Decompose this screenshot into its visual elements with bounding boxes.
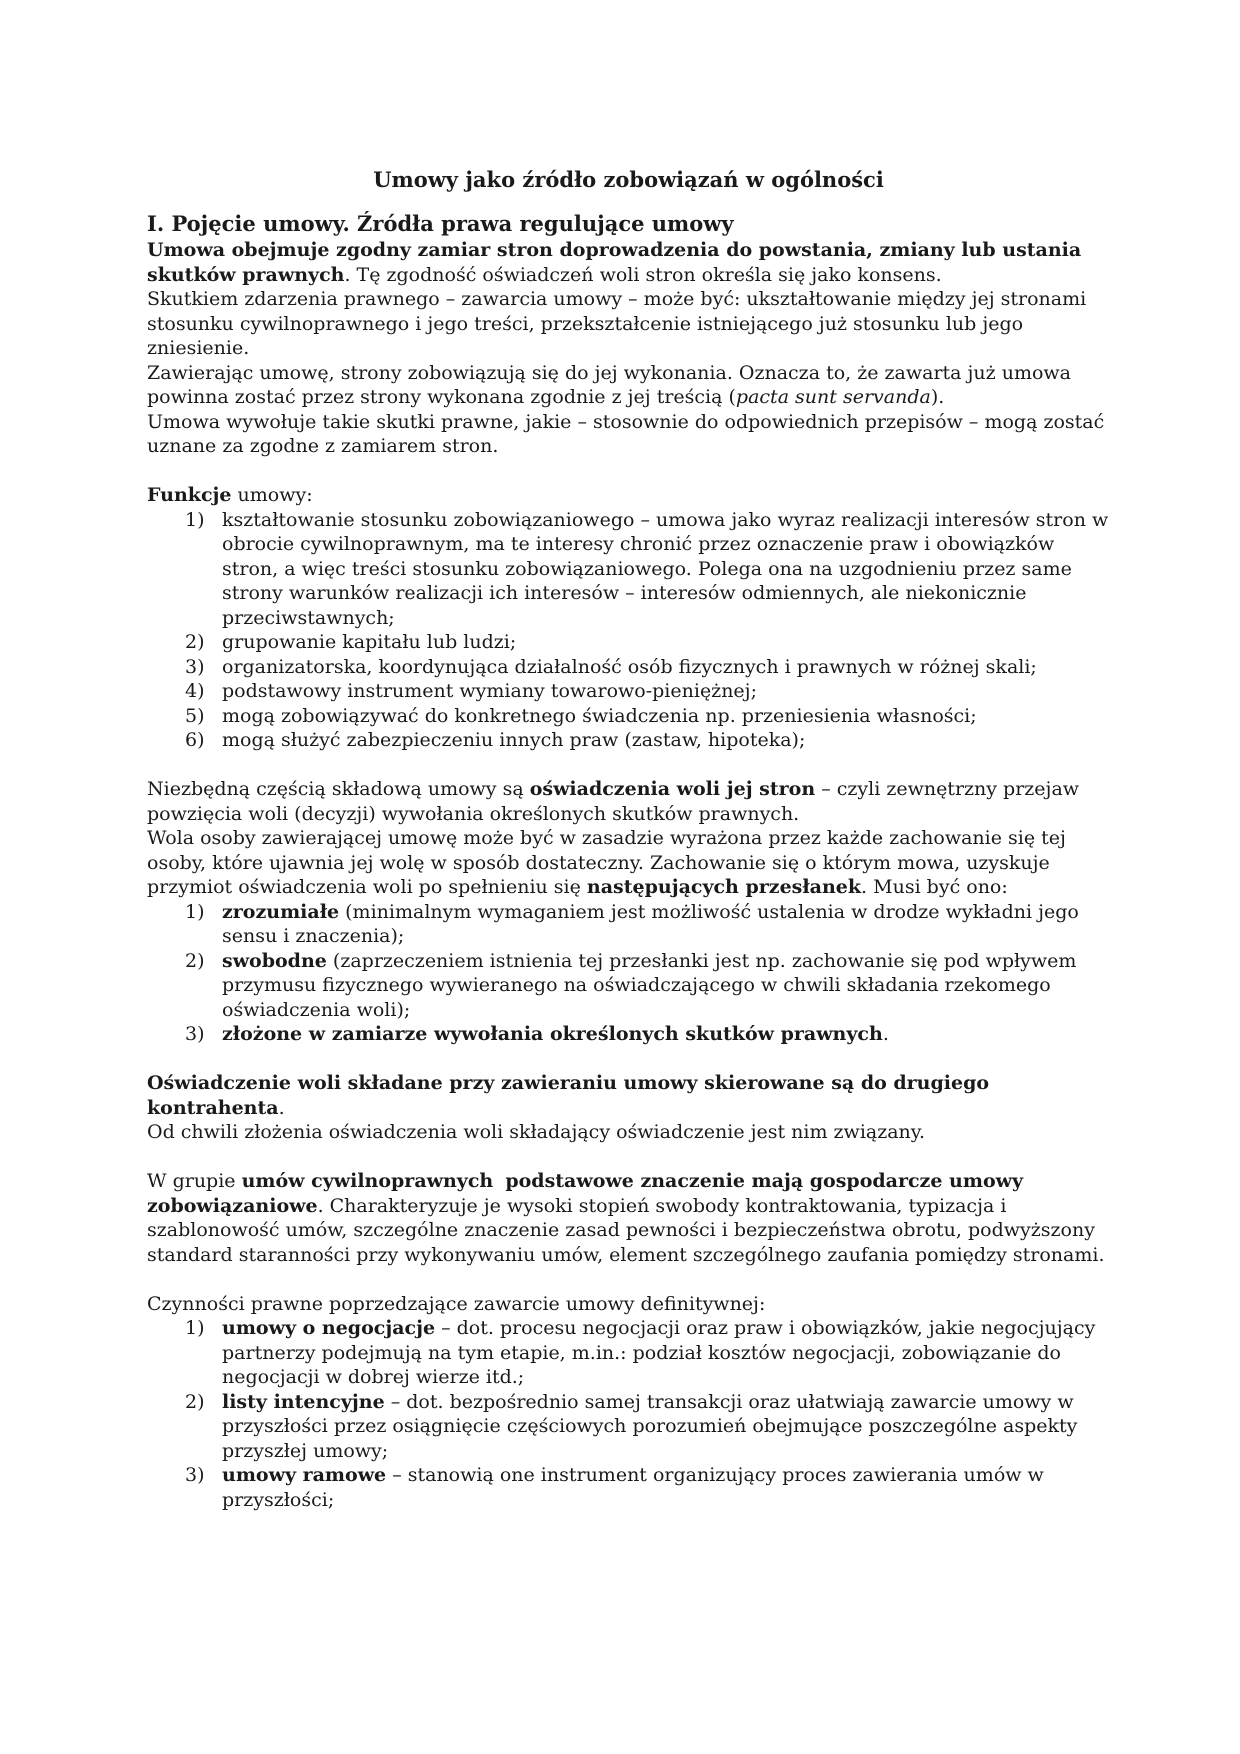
civil-text-b	[493, 1170, 505, 1192]
paragraph-will-conditions	[147, 826, 1110, 900]
list-item-text: .	[882, 1023, 889, 1045]
list-number: 4)	[185, 680, 205, 702]
list-item	[147, 1316, 1110, 1390]
preliminary-intro: Czynności prawne poprzedzające zawarcie umowy definitywnej:	[147, 1292, 766, 1315]
list-item-text: mogą służyć zabezpieczeniu innych praw (zastaw, hipoteka);	[222, 729, 806, 751]
list-item	[147, 900, 1110, 949]
list-item	[147, 949, 1110, 1023]
list-number: 2)	[185, 631, 205, 653]
list-number: 5)	[185, 704, 205, 727]
list-item-bold: swobodne	[222, 949, 327, 972]
list-item-text: – dot. bezpośrednio samej transakcji oraz ułatwiają zawarcie umowy w przyszłości przez osiągnięcie częściowych porozumień obejmujące poszczególne aspekty przyszłej umowy;	[222, 1390, 1078, 1462]
civil-bold-1: umów cywilnoprawnych	[241, 1170, 494, 1192]
document-title: Umowy jako źródło zobowiązań w ogólności	[373, 167, 884, 192]
list-item-text: – dot. procesu negocjacji oraz praw i obowiązków, jakie negocjujący partnerzy podejmują na tym etapie, m.in.: podział kosztów negocjacji, zobowiązanie do negocjacji w dobrej wierze itd.;	[222, 1317, 1096, 1388]
will-text-a: Niezbędną częścią składową umowy są	[147, 778, 530, 800]
list-item	[147, 728, 1110, 753]
spacer	[147, 1047, 1110, 1072]
paragraph-effects: Skutkiem zdarzenia prawnego – zawarcia umowy – może być: ukształtowanie między jej stronami stosunku cywilnoprawnego i jego treści, przekształcenie istniejącego już stosunku lub jego zniesienie.	[147, 288, 1087, 359]
list-item-bold: zrozumiałe	[222, 900, 340, 923]
list-item-text: podstawowy instrument wymiany towarowo-pieniężnej;	[222, 680, 757, 702]
list-item-text: (zaprzeczeniem istnienia tej przesłanki jest np. zachowanie się pod wpływem przymusu fizycznego wywieranego na oświadczającego w chwili składania rzekomego oświadczenia woli);	[222, 949, 1077, 1021]
list-item-text: grupowanie kapitału lub ludzi;	[222, 631, 517, 653]
list-item-bold: złożone w zamiarze wywołania określonych skutków prawnych	[222, 1023, 883, 1045]
paragraph-obligation	[147, 361, 1110, 410]
list-item	[147, 1022, 1110, 1047]
obligation-text-b: ).	[930, 386, 945, 408]
functions-label-bold: Funkcje	[147, 484, 232, 506]
conditions-text-b: . Musi być ono:	[861, 876, 1008, 898]
list-number: 1)	[185, 508, 205, 531]
list-item-bold: umowy ramowe	[222, 1464, 387, 1486]
list-item	[147, 1463, 1110, 1512]
conditions-bold: następujących przesłanek	[586, 876, 862, 898]
will-text-b: – czyli zewnętrzny przejaw powzięcia woli (decyzji) wywołania określonych skutków prawnych.	[147, 778, 1080, 825]
list-item-bold: listy intencyjne	[222, 1390, 385, 1413]
list-item-bold: umowy o negocjacje	[222, 1317, 436, 1339]
civil-text-c: . Charakteryzuje je wysoki stopień swobody kontraktowania, typizacja i szablonowość umów, szczególne znaczenie zasad pewności i bezpieczeństwa obrotu, podwyższony standard staranności przy wykonywaniu umów, element szczególnego zaufania pomiędzy stronami.	[147, 1194, 1105, 1266]
paragraph-binding: Od chwili złożenia oświadczenia woli składający oświadczenie jest nim związany.	[147, 1121, 926, 1143]
list-number: 1)	[185, 900, 205, 923]
functions-label	[147, 483, 1110, 508]
list-item-text: (minimalnym wymaganiem jest możliwość ustalenia w drodze wykładni jego sensu i znaczenia);	[222, 900, 1079, 947]
paragraph-definition	[147, 238, 1110, 287]
latin-phrase: pacta sunt servanda	[735, 386, 931, 408]
list-item	[147, 704, 1110, 729]
civil-bold-2: podstawowe znaczenie mają gospodarcze umowy zobowiązaniowe	[147, 1170, 1024, 1217]
list-item-text: kształtowanie stosunku zobowiązaniowego – umowa jako wyraz realizacji interesów stron w obrocie cywilnoprawnym, ma te interesy chronić przez oznaczenie praw i obowiązków stron, a więc treści stosunku zobowiązaniowego. Polega ona na uzgodnieniu przez same strony warunków realizacji ich interesów – interesów odmiennych, ale niekonicznie przeciwstawnych;	[222, 508, 1109, 629]
paragraph-declaration	[147, 1071, 1110, 1120]
functions-label-rest: umowy:	[231, 484, 313, 506]
list-item	[147, 655, 1110, 680]
list-number: 3)	[185, 1023, 205, 1045]
preliminary-list	[147, 1316, 1110, 1512]
obligation-text-a: Zawierając umowę, strony zobowiązują się do jej wykonania. Oznacza to, że zawarta już umowa powinna zostać przez strony wykonana zgodnie z jej treścią (	[147, 361, 1071, 408]
spacer	[147, 753, 1110, 778]
declaration-rest: .	[278, 1096, 285, 1119]
paragraph-will-declarations	[147, 777, 1110, 826]
list-item-text: – stanowią one instrument organizujący proces zawierania umów w przyszłości;	[222, 1464, 1044, 1511]
conditions-list	[147, 900, 1110, 1047]
list-item-text: mogą zobowiązywać do konkretnego świadczenia np. przeniesienia własności;	[222, 704, 977, 727]
definition-rest: . Tę zgodność oświadczeń woli stron określa się jako konsens.	[344, 263, 942, 286]
list-number: 2)	[185, 1390, 205, 1413]
spacer	[147, 459, 1110, 484]
list-item-text: organizatorska, koordynująca działalność osób fizycznych i prawnych w różnej skali;	[222, 655, 1037, 678]
will-bold: oświadczenia woli jej stron	[529, 778, 816, 800]
declaration-bold: Oświadczenie woli składane przy zawieraniu umowy skierowane są do drugiego kontrahenta	[147, 1072, 990, 1119]
paragraph-legal-effects: Umowa wywołuje takie skutki prawne, jakie – stosownie do odpowiednich przepisów – mogą zostać uznane za zgodne z zamiarem stron.	[147, 410, 1105, 457]
definition-bold: Umowa obejmuje zgodny zamiar stron doprowadzenia do powstania, zmiany lub ustania skutków prawnych	[147, 239, 1082, 286]
list-number: 1)	[185, 1317, 205, 1339]
list-item	[147, 1390, 1110, 1464]
list-number: 3)	[185, 655, 205, 678]
list-number: 2)	[185, 949, 205, 972]
spacer	[147, 1267, 1110, 1292]
list-item	[147, 508, 1110, 631]
functions-list	[147, 508, 1110, 753]
list-number: 6)	[185, 729, 205, 751]
conditions-text-a: Wola osoby zawierającej umowę może być w zasadzie wyrażona przez każde zachowanie się tej osoby, które ujawnia jej wolę w sposób dostateczny. Zachowanie się o którym mowa, uzyskuje przymiot oświadczenia woli po spełnieniu się	[147, 827, 1066, 898]
section-heading: I. Pojęcie umowy. Źródła prawa regulujące umowy	[147, 211, 734, 236]
list-number: 3)	[185, 1464, 205, 1486]
list-item	[147, 679, 1110, 704]
spacer	[147, 1145, 1110, 1170]
paragraph-civil-contracts	[147, 1169, 1110, 1267]
list-item	[147, 630, 1110, 655]
civil-text-a: W grupie	[147, 1170, 242, 1192]
